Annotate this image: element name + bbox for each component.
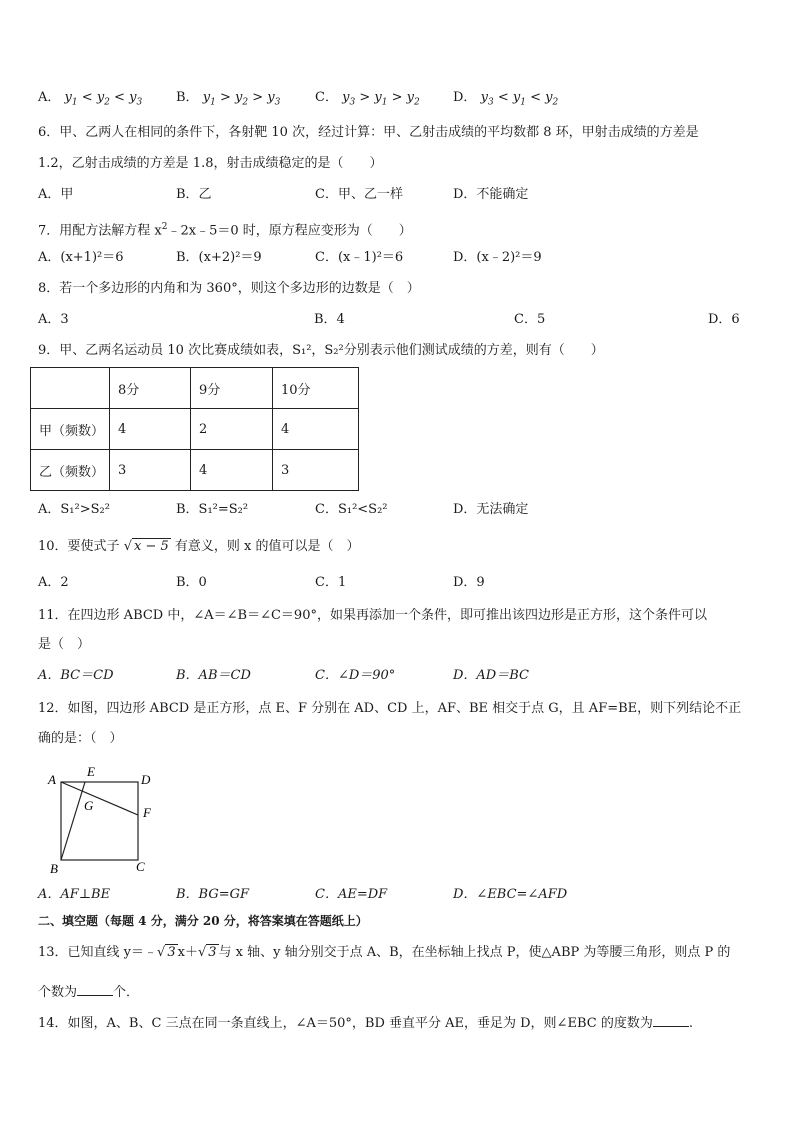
q11-option-d: D．AD＝BC <box>453 668 529 683</box>
label-b: B <box>50 861 58 876</box>
q7-option-b: B．(x+2)²＝9 <box>176 250 262 265</box>
q11-option-c: C．∠D＝90° <box>315 668 396 683</box>
q12-option-c: C．AE=DF <box>315 887 388 902</box>
q5-option-a: A． $y_1 < y_2 < y_3$ <box>38 90 143 108</box>
square-figure <box>40 762 170 877</box>
q10-option-c: C．1 <box>315 575 347 590</box>
q11-stem-line2: 是（ ） <box>38 637 91 652</box>
q12-option-b: B．BG=GF <box>176 887 250 902</box>
q12-stem-line2: 确的是：（ ） <box>38 731 123 746</box>
label-g: G <box>84 798 94 813</box>
label-e: E <box>87 764 95 779</box>
segment-be <box>61 782 85 860</box>
score-frequency-table <box>30 367 359 491</box>
q5-option-b: B． $y_1 > y_2 > y_3$ <box>176 90 281 108</box>
square-root: √ 3 <box>197 945 217 960</box>
q6-option-b: B．乙 <box>176 187 212 202</box>
table-cell <box>31 368 110 409</box>
square-root: √ x − 5 <box>123 539 169 554</box>
q5-option-d: D． $y_3 < y_1 < y_2$ <box>453 90 559 108</box>
q7-stem: 7．用配方法解方程 $x^2﹣2x﹣5=0$ 时，原方程应变形为（ ） <box>38 222 412 239</box>
q13-stem-line1: 13．已知直线 y＝﹣√ 3 x＋√ 3 与 x 轴、y 轴分别交于点 A、B，在坐标轴上找点 P，使△ABP 为等腰三角形，则点 P 的 <box>38 945 731 960</box>
q9-option-c: C．S₁²<S₂² <box>315 502 388 517</box>
q8-option-c: C．5 <box>514 312 546 327</box>
table-cell: 3 <box>273 450 359 491</box>
q9-option-b: B．S₁²=S₂² <box>176 502 249 517</box>
square-root: √ 3 <box>157 945 176 960</box>
table-cell: 10分 <box>273 368 359 409</box>
table-cell: 9分 <box>191 368 273 409</box>
table-row <box>31 409 359 450</box>
table-header-row <box>31 368 359 409</box>
label-f: F <box>143 805 151 820</box>
q8-option-a: A．3 <box>38 312 69 327</box>
q10-stem: 10．要使式子 √ x − 5 有意义，则 x 的值可以是（ ） <box>38 539 360 554</box>
q14-stem: 14．如图，A、B、C 三点在同一条直线上，∠A＝50°，BD 垂直平分 AE，垂足为 D，则∠EBC 的度数为 . <box>38 1016 693 1031</box>
q12-option-a: A．AF⊥BE <box>38 887 111 902</box>
q6-option-a: A．甲 <box>38 187 74 202</box>
table-cell: 4 <box>273 409 359 450</box>
q6-option-c: C．甲、乙一样 <box>315 187 403 202</box>
q11-stem-line1: 11．在四边形 ABCD 中，∠A＝∠B＝∠C＝90°，如果再添加一个条件，即可推出该四边形是正方形，这个条件可以 <box>38 608 707 623</box>
q12-stem-line1: 12．如图，四边形 ABCD 是正方形，点 E、F 分别在 AD、CD 上，AF、BE 相交于点 G，且 AF=BE，则下列结论不正 <box>38 701 742 716</box>
segment-af <box>61 782 138 815</box>
table-cell: 3 <box>110 450 191 491</box>
q10-option-a: A．2 <box>38 575 69 590</box>
q9-option-d: D．无法确定 <box>453 502 529 517</box>
q6-stem-line1: 6．甲、乙两人在相同的条件下，各射靶 10 次，经过计算：甲、乙射击成绩的平均数都 8 环，甲射击成绩的方差是 <box>38 125 699 140</box>
section-title: 二、填空题（每题 4 分，满分 20 分，将答案填在答题纸上） <box>38 914 368 928</box>
q6-stem-line2: 1.2，乙射击成绩的方差是 1.8，射击成绩稳定的是（ ） <box>38 156 383 171</box>
q5-option-c: C． $y_3 > y_1 > y_2$ <box>315 90 420 108</box>
table-cell: 8分 <box>110 368 191 409</box>
table-cell: 乙（频数） <box>31 450 110 491</box>
q10-option-d: D．9 <box>453 575 485 590</box>
label-a: A <box>48 772 56 787</box>
label-d: D <box>141 772 151 787</box>
q8-option-d: D．6 <box>708 312 740 327</box>
table-row <box>31 450 359 491</box>
answer-blank[interactable] <box>653 1014 689 1027</box>
q7-option-a: A．(x+1)²＝6 <box>38 250 124 265</box>
q11-option-a: A．BC＝CD <box>38 668 114 683</box>
q8-stem: 8．若一个多边形的内角和为 360°，则这个多边形的边数是（ ） <box>38 281 420 296</box>
q11-option-b: B．AB＝CD <box>176 668 251 683</box>
table-cell: 甲（频数） <box>31 409 110 450</box>
table-cell: 2 <box>191 409 273 450</box>
table-cell: 4 <box>110 409 191 450</box>
q12-option-d: D．∠EBC=∠AFD <box>453 887 568 902</box>
q13-stem-line2: 个数为 个． <box>38 985 140 1000</box>
answer-blank[interactable] <box>77 983 113 996</box>
q10-option-b: B．0 <box>176 575 207 590</box>
q9-stem: 9．甲、乙两名运动员 10 次比赛成绩如表，S₁²，S₂²分别表示他们测试成绩的方差，则有（ ） <box>38 343 604 358</box>
q9-option-a: A．S₁²>S₂² <box>38 502 110 517</box>
q6-option-d: D．不能确定 <box>453 187 529 202</box>
label-c: C <box>136 859 145 874</box>
q8-option-b: B．4 <box>314 312 345 327</box>
q7-option-d: D．(x﹣2)²＝9 <box>453 250 542 265</box>
q7-option-c: C．(x﹣1)²＝6 <box>315 250 404 265</box>
table-cell: 4 <box>191 450 273 491</box>
